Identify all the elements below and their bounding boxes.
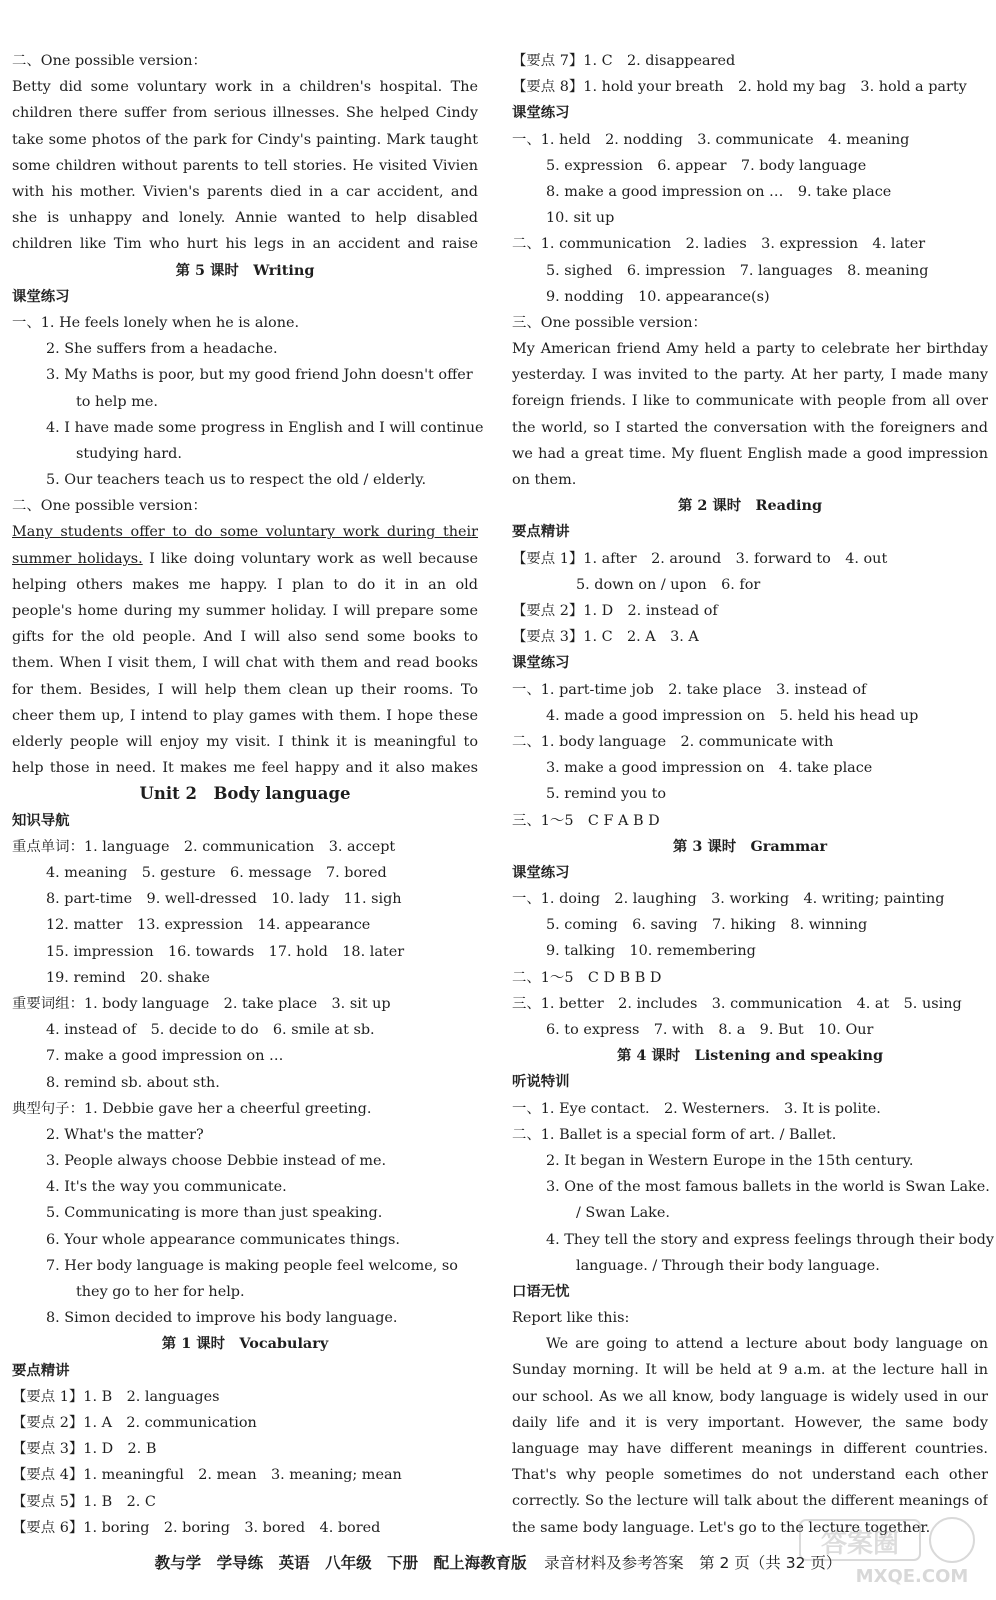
answer-line: 二、One possible version： xyxy=(12,498,207,515)
lesson-title: 第 5 课时 Writing xyxy=(175,261,315,279)
answer-line: 【要点 4】1. meaningful 2. mean 3. meaning; mean xyxy=(12,1467,402,1484)
answer-line: 15. impression 16. towards 17. hold 18. later xyxy=(46,943,405,960)
answer-line: 5. Communicating is more than just speaking. xyxy=(46,1205,383,1222)
section-heading: 课堂练习 xyxy=(512,105,570,122)
answer-line: 5. down on / upon 6. for xyxy=(576,576,761,593)
answer-line: 19. remind 20. shake xyxy=(46,969,210,986)
watermark-sub: MXQE.COM xyxy=(855,1566,969,1587)
answer-line: 6. Your whole appearance communicates things. xyxy=(46,1231,401,1248)
answer-line: 3. make a good impression on 4. take place xyxy=(546,760,873,777)
section-heading: 听说特训 xyxy=(512,1074,570,1091)
answer-line: 5. expression 6. appear 7. body language xyxy=(546,157,867,174)
answer-line: 【要点 2】1. A 2. communication xyxy=(12,1414,257,1431)
answer-line: 5. coming 6. saving 7. hiking 8. winning xyxy=(546,917,868,934)
answer-line: 【要点 3】1. C 2. A 3. A xyxy=(512,629,699,646)
footer-page-info: 录音材料及参考答案 第 2 页（共 32 页） xyxy=(544,1554,842,1572)
paragraph-text: I like doing voluntary work as well because helping others makes me happy. I plan to do it in an old people's home during my summer holiday. I will prepare some gifts for the old people. And I will also send some books to them. When I visit them, I will chat with them and read books for them. Besides, I will help them clean up their rooms. To cheer them up, I intend to play games with them. I hope these elderly people will enjoy my visit. I think it is meaningful to help those in need. It makes me feel happy and it also makes xyxy=(12,550,478,777)
section-heading: 课堂练习 xyxy=(512,655,570,672)
answer-line: 一、1. held 2. nodding 3. communicate 4. meaning xyxy=(512,131,910,148)
answer-line: 二、1. body language 2. communicate with xyxy=(512,733,834,750)
answer-line: 4. They tell the story and express feelings through their body xyxy=(546,1231,995,1248)
answer-paragraph xyxy=(512,336,988,493)
answer-line: language. / Through their body language. xyxy=(576,1257,880,1274)
answer-line: 2. What's the matter? xyxy=(46,1126,204,1143)
answer-line: 【要点 2】1. D 2. instead of xyxy=(512,603,718,619)
answer-line: 二、1. communication 2. ladies 3. expression 4. later xyxy=(512,236,926,253)
answer-line: 4. It's the way you communicate. xyxy=(46,1179,287,1196)
answer-line: 4. instead of 5. decide to do 6. smile at sb. xyxy=(46,1022,375,1039)
answer-line: 4. made a good impression on 5. held his head up xyxy=(546,707,919,724)
answer-line: 【要点 7】1. C 2. disappeared xyxy=(512,53,736,69)
paragraph-text: Betty did some voluntary work in a children's hospital. The children there suffer from serious illnesses. She helped Cindy take some photos of the park for Cindy's painting. Mark taught some children without parents to tell stories. He visited Vivien with his mother. Vivien's parents died in a car accident, and she is unhappy and lonely. Annie wanted to help disabled children like Tim who hurt his legs in an accident and raise xyxy=(12,79,478,253)
section-heading: 要点精讲 xyxy=(512,524,570,541)
lesson-title: 第 3 课时 Grammar xyxy=(672,837,828,855)
underlined-text: Many students offer to do some voluntary work during their summer holidays. xyxy=(12,524,478,567)
answer-line: 重要词组：1. body language 2. take place 3. sit up xyxy=(12,995,391,1012)
answer-line: 【要点 5】1. B 2. C xyxy=(12,1493,156,1510)
answer-line: 5. remind you to xyxy=(546,786,667,803)
section-heading: 课堂练习 xyxy=(512,864,570,881)
lesson-title: 第 1 课时 Vocabulary xyxy=(161,1335,329,1353)
answer-line: 一、1. He feels lonely when he is alone. xyxy=(12,314,300,331)
answer-line: 3. One of the most famous ballets in the world is Swan Lake. xyxy=(546,1179,990,1196)
answer-line: 5. sighed 6. impression 7. languages 8. meaning xyxy=(546,262,929,279)
paragraph-text: My American friend Amy held a party to celebrate her birthday yesterday. I was invited to the party. At her party, I made many foreign friends. I like to communicate with people from all over the world, so I started the conversation with the foreigners and we had a great time. My fluent English made a good impression on them. xyxy=(512,341,988,489)
answer-line: 三、One possible version： xyxy=(512,314,707,331)
footer-title: 教与学 学导练 英语 八年级 下册 配上海教育版 xyxy=(154,1554,527,1572)
answer-line: 8. make a good impression on … 9. take place xyxy=(546,183,892,200)
answer-line: / Swan Lake. xyxy=(576,1205,670,1222)
answer-paragraph xyxy=(12,74,478,257)
answer-line: 8. part-time 9. well-dressed 10. lady 11. sigh xyxy=(46,891,402,908)
lesson-title: 第 2 课时 Reading xyxy=(677,497,823,515)
answer-line: 3. My Maths is poor, but my good friend John doesn't offer xyxy=(46,367,473,384)
answer-line: 【要点 1】1. B 2. languages xyxy=(12,1388,220,1405)
answer-line: 6. to express 7. with 8. a 9. But 10. Our xyxy=(546,1022,874,1038)
answer-line: 9. talking 10. remembering xyxy=(546,943,756,960)
answer-line: 12. matter 13. expression 14. appearance xyxy=(46,917,371,934)
answer-line: 3. People always choose Debbie instead of me. xyxy=(46,1153,387,1170)
section-heading: 知识导航 xyxy=(12,812,70,829)
answer-line: studying hard. xyxy=(76,445,182,462)
section-heading: 课堂练习 xyxy=(12,288,70,305)
answer-line: 5. Our teachers teach us to respect the old / elderly. xyxy=(46,472,427,489)
answer-line: 10. sit up xyxy=(546,210,615,227)
answer-line: 4. I have made some progress in English and I will continue xyxy=(46,419,484,436)
answer-line: Report like this: xyxy=(512,1310,630,1327)
section-heading: 口语无忧 xyxy=(512,1283,570,1300)
answer-line: 三、1～5 C F A B D xyxy=(512,812,660,829)
answer-line: 8. Simon decided to improve his body language. xyxy=(46,1310,398,1327)
answer-line: 【要点 1】1. after 2. around 3. forward to 4. out xyxy=(512,550,888,567)
answer-line: 三、1. better 2. includes 3. communication 4. at 5. using xyxy=(512,995,962,1012)
lesson-title: Unit 2 Body language xyxy=(139,784,351,804)
answer-line: 9. nodding 10. appearance(s) xyxy=(546,288,770,305)
answer-paragraph xyxy=(12,519,478,781)
lesson-title: 第 4 课时 Listening and speaking xyxy=(616,1047,884,1065)
answer-line: 一、1. doing 2. laughing 3. working 4. writing; painting xyxy=(512,891,945,908)
left-column xyxy=(12,48,484,1541)
answer-line: 2. It began in Western Europe in the 15th century. xyxy=(546,1152,914,1169)
answer-line: 4. meaning 5. gesture 6. message 7. bored xyxy=(46,865,387,882)
answer-line: 二、1～5 C D B B D xyxy=(512,969,662,986)
answer-line: 7. make a good impression on … xyxy=(46,1048,284,1065)
watermark-logo xyxy=(792,1512,982,1590)
answer-line: 重点单词：1. language 2. communication 3. accept xyxy=(12,838,396,855)
answer-line: 二、One possible version： xyxy=(12,53,207,69)
answer-paragraph xyxy=(512,1331,988,1541)
right-column xyxy=(512,48,995,1541)
watermark-text: 答案圈 xyxy=(820,1529,900,1559)
answer-line: 【要点 8】1. hold your breath 2. hold my bag 3. hold a party xyxy=(512,79,967,96)
answer-line: to help me. xyxy=(76,393,158,410)
answer-line: 7. Her body language is making people feel welcome, so xyxy=(46,1257,458,1274)
answer-line: 【要点 6】1. boring 2. boring 3. bored 4. bored xyxy=(12,1519,381,1536)
section-heading: 要点精讲 xyxy=(12,1362,70,1379)
answer-line: they go to her for help. xyxy=(76,1284,245,1301)
answer-line: 2. She suffers from a headache. xyxy=(46,341,278,358)
answer-line: 一、1. part-time job 2. take place 3. instead of xyxy=(512,681,867,698)
answer-line: 【要点 3】1. D 2. B xyxy=(12,1441,157,1458)
answer-line: 二、1. Ballet is a special form of art. / Ballet. xyxy=(512,1126,837,1143)
paragraph-text: We are going to attend a lecture about body language on Sunday morning. It will be held at 9 a.m. at the lecture hall in our school. As we all know, body language is widely used in our daily life and it is very important. However, the same body language may have different meanings in different countries. That's why people sometimes do not understand each other correctly. So the lecture will talk about the different meanings of the same body language. Let's go to the lecture together. xyxy=(512,1336,988,1536)
answer-line: 8. remind sb. about sth. xyxy=(46,1074,220,1091)
answer-line: 一、1. Eye contact. 2. Westerners. 3. It is polite. xyxy=(512,1100,881,1117)
answer-line: 典型句子：1. Debbie gave her a cheerful greeting. xyxy=(12,1100,372,1117)
